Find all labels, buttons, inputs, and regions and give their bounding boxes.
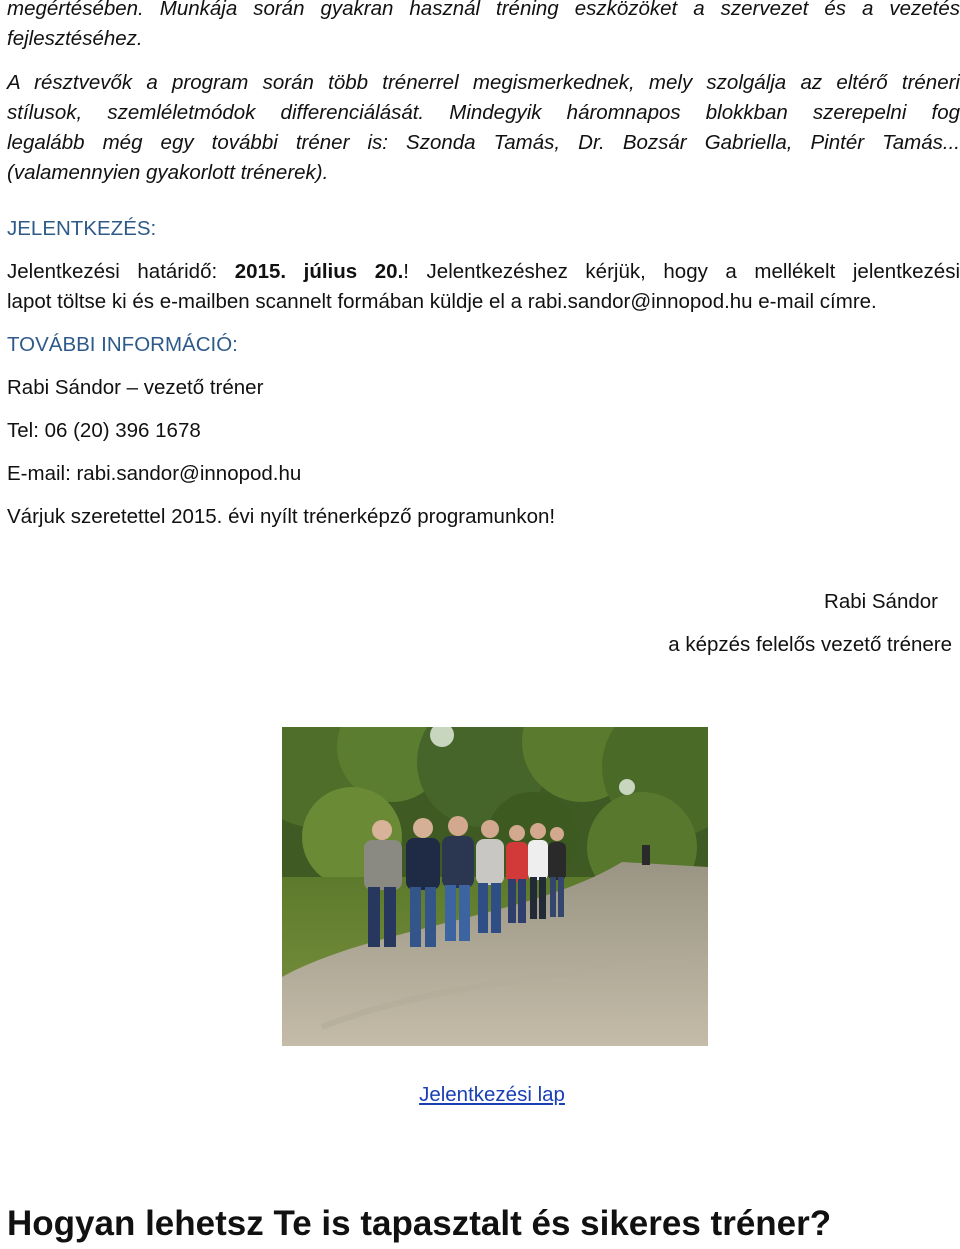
trainers-line-4: (valamennyien gyakorlott trénerek). xyxy=(7,161,329,184)
trainers-line-1: A résztvevők a program során több trénerrel megismerkednek, mely szolgálja az eltérő tréneri xyxy=(7,71,960,94)
deadline-label: Jelentkezési határidő: xyxy=(7,260,235,283)
info-heading: TOVÁBBI INFORMÁCIÓ: xyxy=(7,333,238,356)
section-title: Hogyan lehetsz Te is tapasztalt és sikeres tréner? xyxy=(7,1204,832,1243)
registration-line-1 xyxy=(7,257,960,287)
info-email: E-mail: rabi.sandor@innopod.hu xyxy=(7,462,302,485)
registration-heading: JELENTKEZÉS: xyxy=(7,217,157,240)
signature-name: Rabi Sándor xyxy=(824,590,938,613)
info-closing: Várjuk szeretettel 2015. évi nyílt trénerképző programunkon! xyxy=(7,505,556,528)
trainers-line-3: legalább még egy további tréner is: Szonda Tamás, Dr. Bozsár Gabriella, Pintér Tamás... xyxy=(7,131,960,154)
registration-paragraph xyxy=(7,257,960,317)
form-link-container xyxy=(0,1080,960,1110)
signature-role: a képzés felelős vezető trénere xyxy=(668,633,952,656)
info-phone: Tel: 06 (20) 396 1678 xyxy=(7,419,201,442)
trainers-line-2: stílusok, szemléletmódok differenciálását. Mindegyik háromnapos blokkban szerepelni fog xyxy=(7,101,960,124)
intro-line-2: fejlesztéséhez. xyxy=(7,27,143,50)
group-outdoor-training-photo xyxy=(282,727,708,1046)
trainers-paragraph xyxy=(7,68,960,188)
intro-line-1: megértésében. Munkája során gyakran használ tréning eszközöket a szervezet és a vezetés xyxy=(7,0,960,20)
registration-line-2: lapot töltse ki és e-mailben scannelt formában küldje el a rabi.sandor@innopod.hu e-mail címre. xyxy=(7,290,877,313)
deadline-date: 2015. július 20. xyxy=(234,260,404,283)
photo-illustration xyxy=(282,727,708,1046)
intro-paragraph xyxy=(7,0,960,54)
info-contact-name: Rabi Sándor – vezető tréner xyxy=(7,376,264,399)
registration-text: ! Jelentkezéshez kérjük, hogy a mellékelt jelentkezési xyxy=(403,260,960,283)
registration-form-link[interactable]: Jelentkezési lap xyxy=(419,1083,565,1106)
